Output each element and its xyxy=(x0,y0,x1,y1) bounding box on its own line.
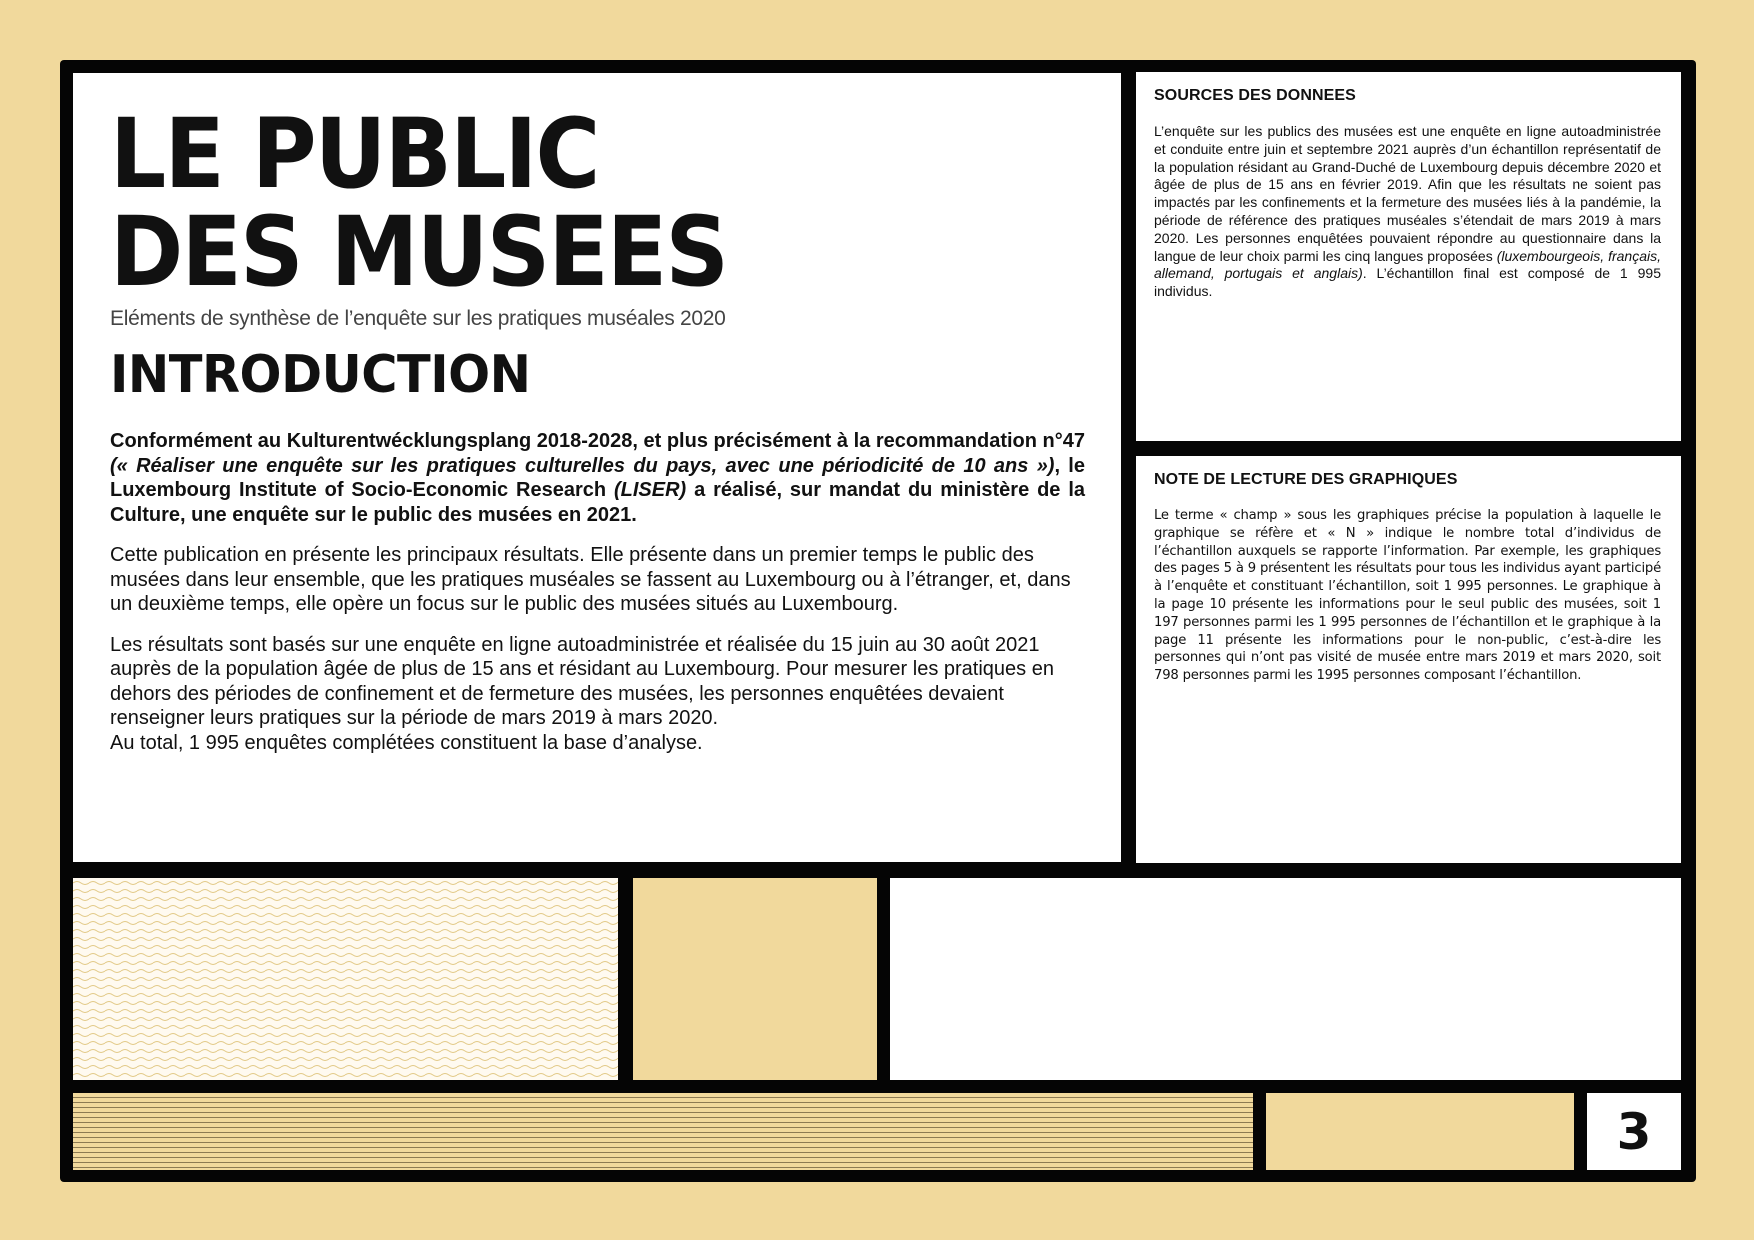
introduction-lead xyxy=(110,429,1085,527)
introduction-paragraph-2 xyxy=(110,633,1085,756)
reading-note-text: Le terme « champ » sous les graphiques précise la population à laquelle le graphique se réfère et « N » indique le nombre total d’individus de l’échantillon auxquels se rapporte l’information. Par exemple, les graphiques des pages 5 à 9 présentent les résultats pour tous les individus ayant participé à l’enquête et constituant l’échantillon, soit 1 995 personnes. Le graphique à la page 10 présente les informations pour le seul public des musées, soit 1 197 personnes parmi les 1 995 personnes de l’échantillon et le graphique à la page 11 présente les informations pour le non-public, c’est-à-dire les personnes qui n’ont pas visité de musée entre mars 2019 et mars 2020, soit 798 personnes parmi les 1995 personnes composant l’échantillon. xyxy=(1154,508,1661,684)
sources-heading: SOURCES DES DONNEES xyxy=(1154,87,1356,104)
stripe-pattern-block xyxy=(73,1093,1253,1170)
title-line-1: LE PUBLIC xyxy=(110,98,599,210)
introduction-heading: INTRODUCTION xyxy=(110,345,531,405)
paragraph-2-text: Les résultats sont basés sur une enquête en ligne autoadministrée et réalisée du 15 juin au 30 août 2021 auprès de la population âgée de plus de 15 ans et résidant au Luxembourg. Pour mesurer les pratiques en dehors des périodes de confinement et de fermeture des musées, les personnes enquêtées devaient renseigner leurs pratiques sur la période de mars 2019 à mars 2020. xyxy=(110,633,1054,729)
page-number: 3 xyxy=(1616,1102,1652,1161)
lead-part-2: , le Luxembourg Institute of Socio-Economic Research xyxy=(110,454,1085,501)
title-line-2: DES MUSEES xyxy=(110,196,728,308)
introduction-paragraph-1: Cette publication en présente les principaux résultats. Elle présente dans un premier temps le public des musées dans leur ensemble, que les pratiques muséales se fassent au Luxembourg ou à l’étranger, et, dans un deuxième temps, elle opère un focus sur le public des musées situés au Luxembourg. xyxy=(110,544,1071,615)
reading-note-heading: NOTE DE LECTURE DES GRAPHIQUES xyxy=(1154,471,1458,488)
page-subtitle: Eléments de synthèse de l’enquête sur les pratiques muséales 2020 xyxy=(110,307,726,330)
lead-quote: (« Réaliser une enquête sur les pratiques culturelles du pays, avec une périodicité de 10 ans ») xyxy=(110,454,1055,477)
sources-text-part-2: . L’échantillon final est composé de 1 995 individus. xyxy=(1154,265,1661,300)
lead-abbreviation: (LISER) xyxy=(613,479,687,501)
main-panel xyxy=(73,73,1121,862)
sources-text-part-1: L’enquête sur les publics des musées est une enquête en ligne autoadministrée et conduite entre juin et septembre 2021 auprès d’un échantillon représentatif de la population résidant au Grand-Duché de Luxembourg depuis décembre 2020 et âgée de plus de 15 ans en février 2019. Afin que les résultats ne soient pas impactés par les confinements et la fermeture des musées liés à la pandémie, la période de référence des pratiques muséales s’étendait de mars 2019 à mars 2020. Les personnes enquêtées pouvaient répondre au questionnaire dans la langue de leur choix parmi les cinq langues proposées xyxy=(1154,123,1661,264)
sources-text xyxy=(1154,123,1661,301)
sources-languages: (luxembourgeois, français, allemand, portugais et anglais) xyxy=(1154,247,1662,282)
lead-part-3: a réalisé, sur mandat du ministère de la Culture, une enquête sur le public des musées en 2021. xyxy=(110,479,1085,526)
sources-panel xyxy=(1136,72,1681,441)
wave-pattern-block xyxy=(73,878,618,1080)
beige-footer-block xyxy=(1266,1093,1574,1170)
lead-part-1: Conformément au Kulturentwécklungsplang 2018-2028, et plus précisément à la recommandation n°47 xyxy=(110,430,1085,452)
beige-block xyxy=(633,878,877,1080)
paragraph-3-text: Au total, 1 995 enquêtes complétées constituent la base d’analyse. xyxy=(110,731,703,754)
page-number-box xyxy=(1587,1093,1681,1170)
white-block xyxy=(890,878,1681,1080)
page-title xyxy=(110,98,1007,308)
reading-note-panel xyxy=(1136,456,1681,863)
